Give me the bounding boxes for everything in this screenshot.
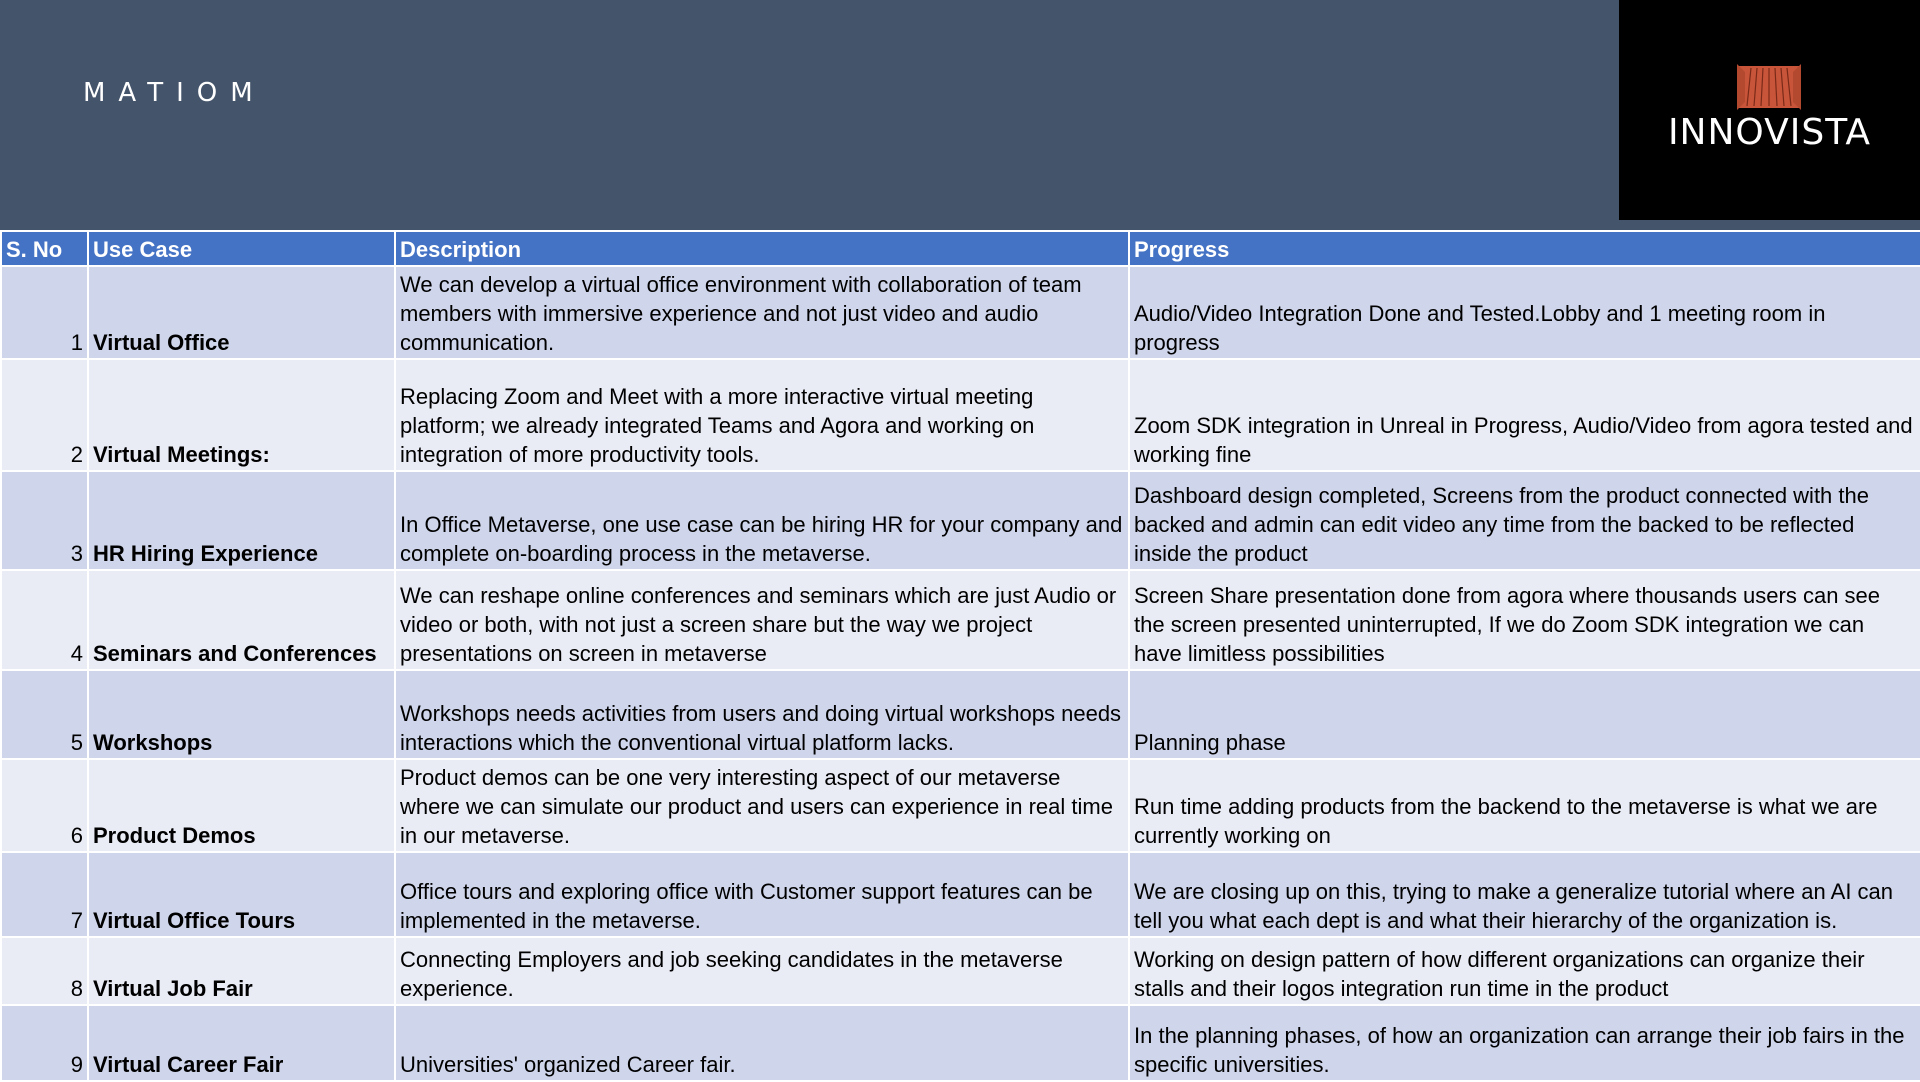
row-progress: Dashboard design completed, Screens from the product connected with the backed and admin can edit video any time from the backed to be reflected inside the product xyxy=(1129,471,1920,570)
table-row xyxy=(1,937,1920,1005)
row-progress: Audio/Video Integration Done and Tested.Lobby and 1 meeting room in progress xyxy=(1129,266,1920,359)
row-description: We can reshape online conferences and seminars which are just Audio or video or both, with not just a screen share but the way we project presentations on screen in metaverse xyxy=(395,570,1129,670)
row-progress: Working on design pattern of how different organizations can organize their stalls and their logos integration run time in the product xyxy=(1129,937,1920,1005)
row-progress: Planning phase xyxy=(1129,670,1920,759)
table-header-row xyxy=(1,231,1920,266)
row-progress: In the planning phases, of how an organization can arrange their job fairs in the specific universities. xyxy=(1129,1005,1920,1081)
row-use-case: Virtual Meetings: xyxy=(88,359,395,471)
table-row xyxy=(1,670,1920,759)
row-sno: 1 xyxy=(1,266,88,359)
column-header-sno: S. No xyxy=(1,231,88,266)
table-row xyxy=(1,359,1920,471)
logo xyxy=(1619,0,1920,220)
page-title: MATIOM xyxy=(83,78,266,108)
row-progress: We are closing up on this, trying to make a generalize tutorial where an AI can tell you what each dept is and what their hierarchy of the organization is. xyxy=(1129,852,1920,937)
logo-mark-icon xyxy=(1619,0,1920,220)
table-row xyxy=(1,266,1920,359)
column-header-use-case: Use Case xyxy=(88,231,395,266)
table-row xyxy=(1,1005,1920,1081)
row-use-case: HR Hiring Experience xyxy=(88,471,395,570)
row-use-case: Virtual Career Fair xyxy=(88,1005,395,1081)
row-sno: 3 xyxy=(1,471,88,570)
row-use-case: Virtual Job Fair xyxy=(88,937,395,1005)
table-row xyxy=(1,471,1920,570)
use-case-table xyxy=(0,230,1920,1082)
row-use-case: Virtual Office xyxy=(88,266,395,359)
row-sno: 7 xyxy=(1,852,88,937)
table-row xyxy=(1,570,1920,670)
column-header-progress: Progress xyxy=(1129,231,1920,266)
row-description: Universities' organized Career fair. xyxy=(395,1005,1129,1081)
row-sno: 2 xyxy=(1,359,88,471)
row-description: Product demos can be one very interesting aspect of our metaverse where we can simulate our product and users can experience in real time in our metaverse. xyxy=(395,759,1129,852)
row-description: Replacing Zoom and Meet with a more interactive virtual meeting platform; we already integrated Teams and Agora and working on integration of more productivity tools. xyxy=(395,359,1129,471)
table-row xyxy=(1,759,1920,852)
row-description: In Office Metaverse, one use case can be hiring HR for your company and complete on-boarding process in the metaverse. xyxy=(395,471,1129,570)
row-use-case: Product Demos xyxy=(88,759,395,852)
row-description: Office tours and exploring office with Customer support features can be implemented in the metaverse. xyxy=(395,852,1129,937)
row-description: We can develop a virtual office environment with collaboration of team members with immersive experience and not just video and audio communication. xyxy=(395,266,1129,359)
row-description: Connecting Employers and job seeking candidates in the metaverse experience. xyxy=(395,937,1129,1005)
row-sno: 6 xyxy=(1,759,88,852)
row-progress: Screen Share presentation done from agora where thousands users can see the screen presented uninterrupted, If we do Zoom SDK integration we can have limitless possibilities xyxy=(1129,570,1920,670)
row-progress: Zoom SDK integration in Unreal in Progress, Audio/Video from agora tested and working fine xyxy=(1129,359,1920,471)
row-use-case: Seminars and Conferences xyxy=(88,570,395,670)
row-sno: 4 xyxy=(1,570,88,670)
row-progress: Run time adding products from the backend to the metaverse is what we are currently working on xyxy=(1129,759,1920,852)
row-sno: 9 xyxy=(1,1005,88,1081)
row-use-case: Virtual Office Tours xyxy=(88,852,395,937)
row-description: Workshops needs activities from users and doing virtual workshops needs interactions which the conventional virtual platform lacks. xyxy=(395,670,1129,759)
row-use-case: Workshops xyxy=(88,670,395,759)
row-sno: 5 xyxy=(1,670,88,759)
logo-text: INNOVISTA xyxy=(1667,112,1872,153)
column-header-description: Description xyxy=(395,231,1129,266)
row-sno: 8 xyxy=(1,937,88,1005)
table-row xyxy=(1,852,1920,937)
